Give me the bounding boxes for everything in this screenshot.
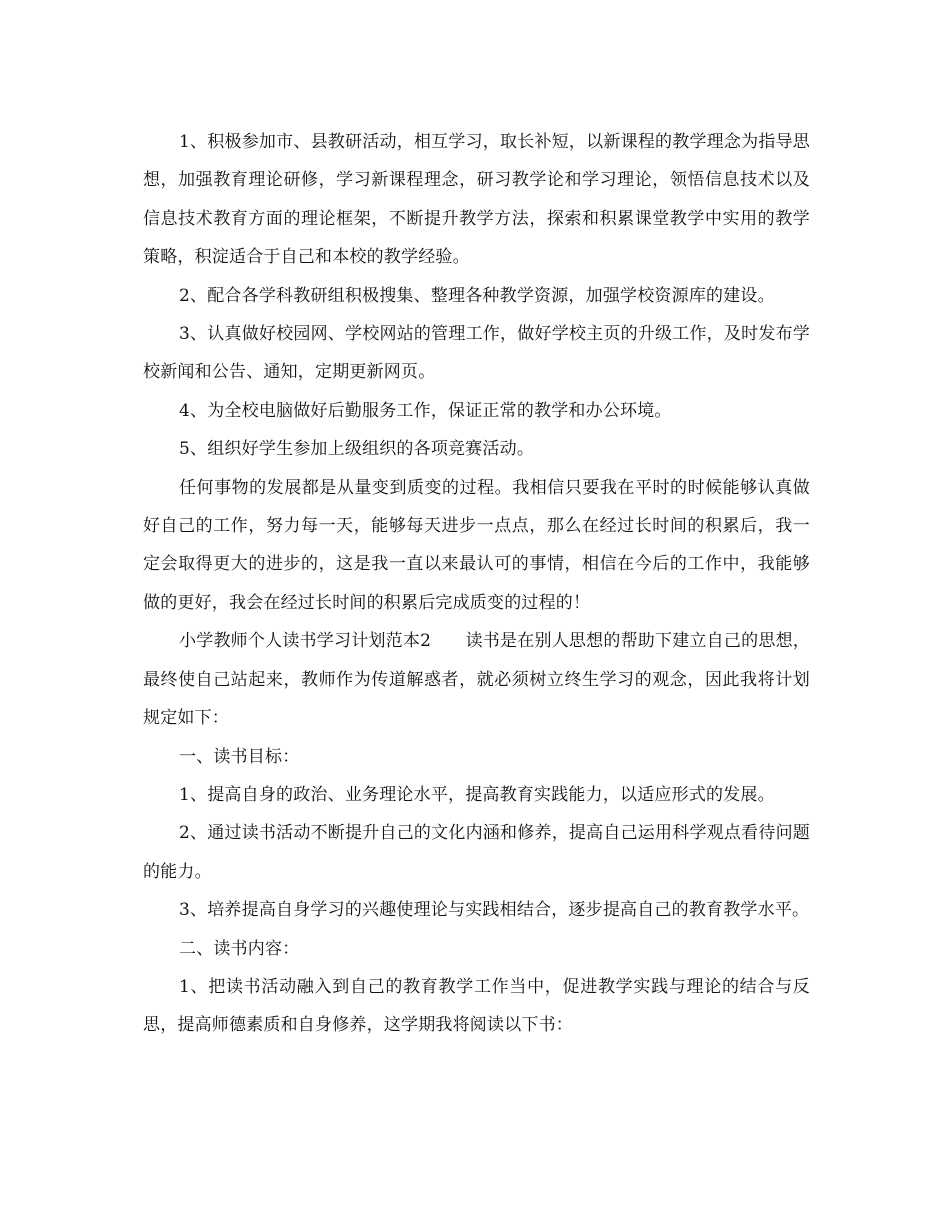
paragraph-3: 3、认真做好校园网、学校网站的管理工作，做好学校主页的升级工作，及时发布学校新闻和公告、通知，定期更新网页。: [143, 324, 810, 383]
paragraph-7: 小学教师个人读书学习计划范本2 读书是在别人思想的帮助下建立自己的思想，最终使自己站起来，教师作为传道解惑者，就必须树立终生学习的观念，因此我将计划规定如下：: [143, 631, 810, 729]
paragraph-9: 1、提高自身的政治、业务理论水平，提高教育实践能力，以适应形式的发展。: [179, 784, 775, 805]
paragraph-1: 1、积极参加市、县教研活动，相互学习，取长补短，以新课程的教学理念为指导思想，加强教育理论研修，学习新课程理念，研习教学论和学习理论，领悟信息技术以及信息技术教育方面的理论框架，不断提升教学方法，探索和积累课堂教学中实用的教学策略，积淀适合于自己和本校的教学经验。: [143, 132, 810, 268]
paragraph-5: 5、组织好学生参加上级组织的各项竞赛活动。: [179, 439, 535, 460]
paragraph-11: 3、培养提高自身学习的兴趣使理论与实践相结合，逐步提高自己的教育教学水平。: [179, 900, 810, 921]
section-heading-goals: 一、读书目标：: [179, 746, 300, 767]
paragraph-13: 1、把读书活动融入到自己的教育教学工作当中，促进教学实践与理论的结合与反思，提高师德素质和自身修养，这学期我将阅读以下书：: [143, 976, 810, 1036]
paragraph-4: 4、为全校电脑做好后勤服务工作，保证正常的教学和办公环境。: [179, 400, 672, 421]
document-body: [143, 123, 810, 1045]
paragraph-10: 2、通过读书活动不断提升自己的文化内涵和修养，提高自己运用科学观点看待问题的能力。: [143, 823, 810, 882]
paragraph-6: 任何事物的发展都是从量变到质变的过程。我相信只要我在平时的时候能够认真做好自己的工作，努力每一天，能够每天进步一点点，那么在经过长时间的积累后，我一定会取得更大的进步的，这是我一直以来最认可的事情，相信在今后的工作中，我能够做的更好，我会在经过长时间的积累后完成质变的过程的！: [143, 477, 810, 613]
paragraph-2: 2、配合各学科教研组积极搜集、整理各种教学资源，加强学校资源库的建设。: [179, 285, 775, 306]
section-heading-content: 二、读书内容：: [179, 938, 300, 959]
